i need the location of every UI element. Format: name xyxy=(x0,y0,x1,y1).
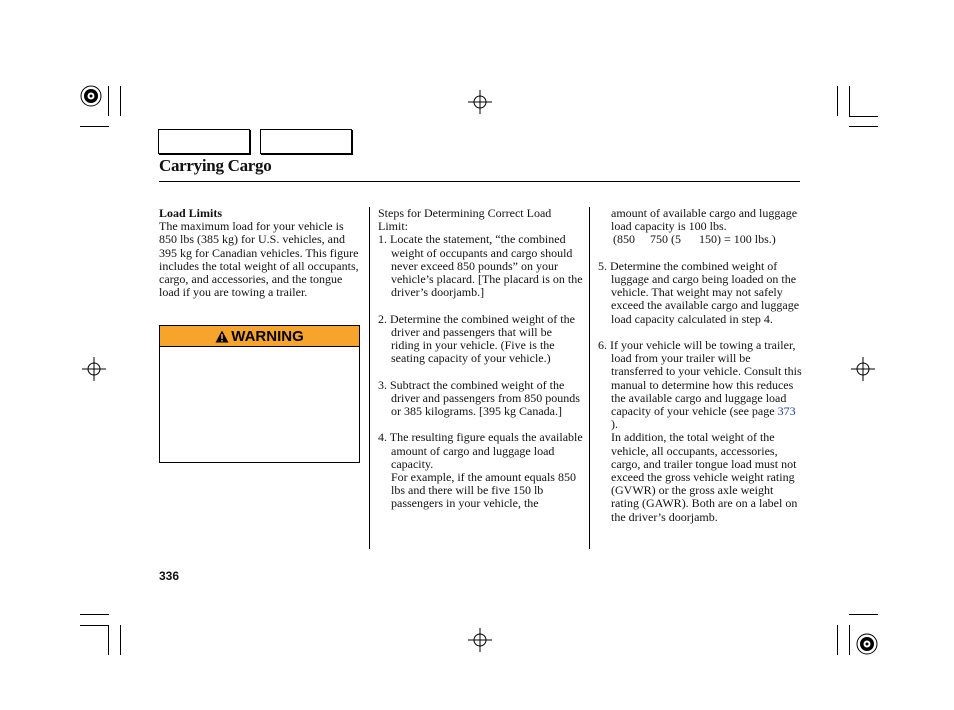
warning-triangle-icon xyxy=(215,330,229,343)
example-formula: (850 750 (5 150) = 100 lbs.) xyxy=(613,232,776,247)
starburst-mark-icon xyxy=(856,633,878,655)
step-4-example: For example, if the amount equals 850 lbs and there will be five 150 lb passengers in your vehicle, the xyxy=(391,470,576,511)
column-2 xyxy=(378,207,583,511)
column-divider-1 xyxy=(369,207,370,549)
step-4: 4. The resulting figure equals the available amount of cargo and luggage load capacity. xyxy=(378,430,583,471)
registration-target-icon xyxy=(468,628,492,652)
page-number: 336 xyxy=(159,569,180,583)
warning-label: WARNING xyxy=(231,327,304,345)
step-3: 3. Subtract the combined weight of the driver and passengers from 850 pounds or 385 kilograms. [395 kg Canada.] xyxy=(378,377,580,419)
step-6 xyxy=(598,339,803,431)
page-373-link[interactable]: 373 xyxy=(777,404,796,419)
weight-rating-note: In addition, the total weight of the vehicle, all occupants, accessories, cargo, and trailer tongue load must not exceed the gross vehicle weight rating (GVWR) or the gross axle weight rating (GAWR). Both are on a label on the driver’s doorjamb. xyxy=(611,430,798,524)
step-4-continued: amount of available cargo and luggage load capacity is 100 lbs. xyxy=(611,206,798,234)
warning-box xyxy=(159,325,360,463)
warning-header xyxy=(160,326,359,347)
page-title: Carrying Cargo xyxy=(159,156,272,175)
column-3 xyxy=(598,207,803,524)
steps-intro: Steps for Determining Correct Load Limit: xyxy=(378,206,552,234)
step-6-text: 6. If your vehicle will be towing a trailer, load from your trailer will be transferred to your vehicle. Consult this manual to determine how this reduces the available cargo and luggage load capacity of your vehicle (see page xyxy=(598,338,802,419)
step-5: 5. Determine the combined weight of luggage and cargo being loaded on the vehicle. That weight may not safely exceed the available cargo and luggage load capacity calculated in step 4. xyxy=(598,258,800,326)
title-rule xyxy=(159,181,800,182)
header-tab-box-1 xyxy=(158,129,250,154)
registration-target-icon xyxy=(468,90,492,114)
column-1 xyxy=(159,207,361,299)
column-divider-2 xyxy=(589,207,590,549)
step-6-tail: ). xyxy=(611,417,618,432)
step-1: 1. Locate the statement, “the combined weight of occupants and cargo should never exceed 850 pounds” on your vehicle’s placard. [The placard is on the driver’s doorjamb.] xyxy=(378,232,583,300)
starburst-mark-icon xyxy=(80,85,102,107)
load-limits-body: The maximum load for your vehicle is 850 lbs (385 kg) for U.S. vehicles, and 395 kg for Canadian vehicles. This figure includes the total weight of all occupants, cargo, and accessories, and the tongue load if you are towing a trailer. xyxy=(159,219,359,300)
load-limits-heading: Load Limits xyxy=(159,206,223,220)
registration-target-icon xyxy=(82,357,106,381)
step-2: 2. Determine the combined weight of the driver and passengers that will be riding in your vehicle. (Five is the seating capacity of your vehicle.) xyxy=(378,311,575,366)
registration-target-icon xyxy=(851,357,875,381)
header-tab-box-2 xyxy=(260,129,352,154)
